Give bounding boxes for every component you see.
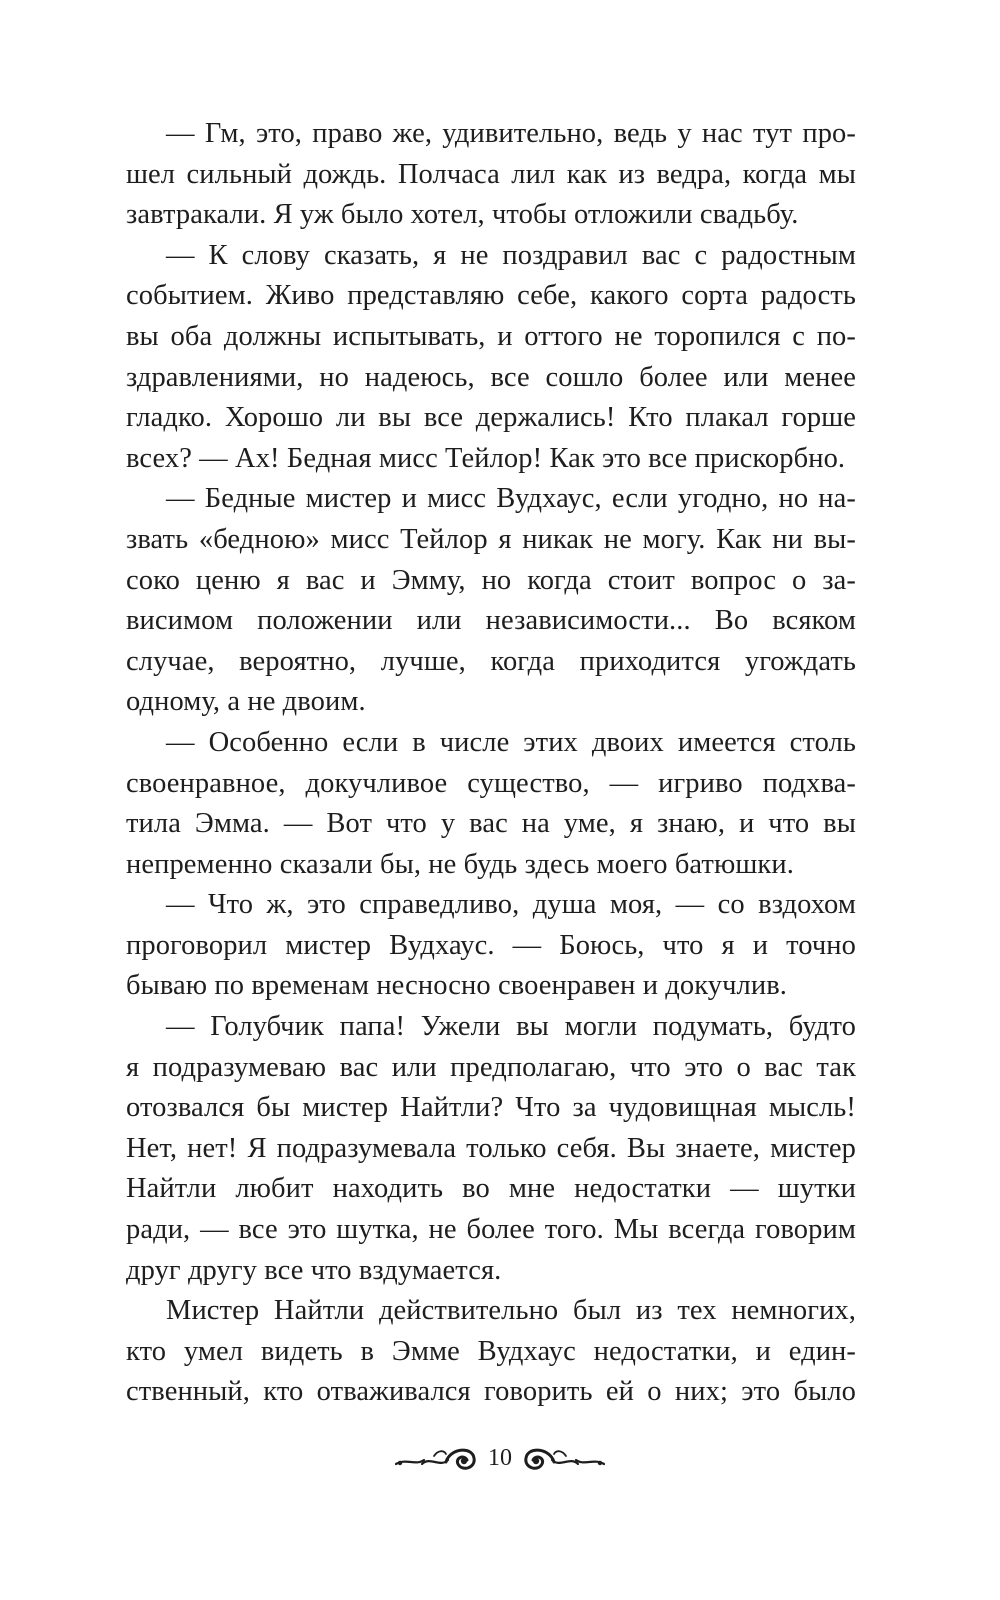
text-line: одному, а не двоим. <box>126 686 366 718</box>
text-line: Нет, нет! Я подразумевала только себя. Вы знаете, мистер <box>126 1132 856 1164</box>
text-line: бываю по временам несносно своенравен и докучлив. <box>126 970 788 1002</box>
body-text <box>126 114 856 1413</box>
text-line: Найтли любит находить во мне недостатки — шутки <box>126 1173 856 1205</box>
text-line: здравлениями, но надеюсь, все сошло более или менее <box>126 361 856 393</box>
text-line: завтракали. Я уж было хотел, чтобы отложили свадьбу. <box>126 199 799 231</box>
text-line: тила Эмма. — Вот что у вас на уме, я знаю, и что вы <box>126 808 856 840</box>
right-ornament-icon <box>520 1438 606 1478</box>
text-line: проговорил мистер Вудхаус. — Боюсь, что я и точно <box>126 929 856 961</box>
page-number: 10 <box>488 1445 512 1471</box>
text-line: — К слову сказать, я не поздравил вас с радостным <box>166 239 856 271</box>
text-line: Мистер Найтли действительно был из тех немногих, <box>166 1295 856 1327</box>
text-line: случае, вероятно, лучше, когда приходится угождать <box>126 645 856 677</box>
text-line: вы оба должны испытывать, и оттого не торопился с по- <box>126 320 856 352</box>
text-line: гладко. Хорошо ли вы все держались! Кто плакал горше <box>126 402 856 434</box>
text-line: кто умел видеть в Эмме Вудхаус недостатки, и един- <box>126 1335 856 1367</box>
text-line: — Гм, это, право же, удивительно, ведь у нас тут про- <box>166 118 856 149</box>
text-line: непременно сказали бы, не будь здесь моего батюшки. <box>126 848 794 880</box>
text-line: отозвался бы мистер Найтли? Что за чудовищная мысль! <box>126 1092 856 1124</box>
text-line: — Голубчик папа! Ужели вы могли подумать, будто <box>166 1011 856 1043</box>
text-line: ственный, кто отваживался говорить ей о них; это было <box>126 1376 856 1408</box>
left-ornament-icon <box>394 1438 480 1478</box>
text-line: ради, — все это шутка, не более того. Мы всегда говорим <box>126 1214 856 1246</box>
text-line: своенравное, докучливое существо, — игриво подхва- <box>126 767 856 799</box>
text-line: соко ценю я вас и Эмму, но когда стоит вопрос о за- <box>126 564 856 596</box>
text-line: звать «бедною» мисс Тейлор я никак не могу. Как ни вы- <box>126 523 856 555</box>
text-line: — Что ж, это справедливо, душа моя, — со вздохом <box>166 889 856 921</box>
text-line: висимом положении или независимости... Во всяком <box>126 605 856 637</box>
text-line: я подразумеваю вас или предполагаю, что это о вас так <box>126 1051 856 1083</box>
text-line: — Особенно если в числе этих двоих имеется столь <box>166 726 856 758</box>
text-line: событием. Живо представляю себе, какого сорта радость <box>126 280 856 312</box>
page-footer <box>0 1430 1000 1486</box>
text-line: друг другу все что вздумается. <box>126 1254 502 1286</box>
text-line: шел сильный дождь. Полчаса лил как из ведра, когда мы <box>126 158 856 190</box>
text-line: всех? — Ах! Бедная мисс Тейлор! Как это все прискорбно. <box>126 442 846 474</box>
text-line: — Бедные мистер и мисс Вудхаус, если угодно, но на- <box>166 483 856 515</box>
